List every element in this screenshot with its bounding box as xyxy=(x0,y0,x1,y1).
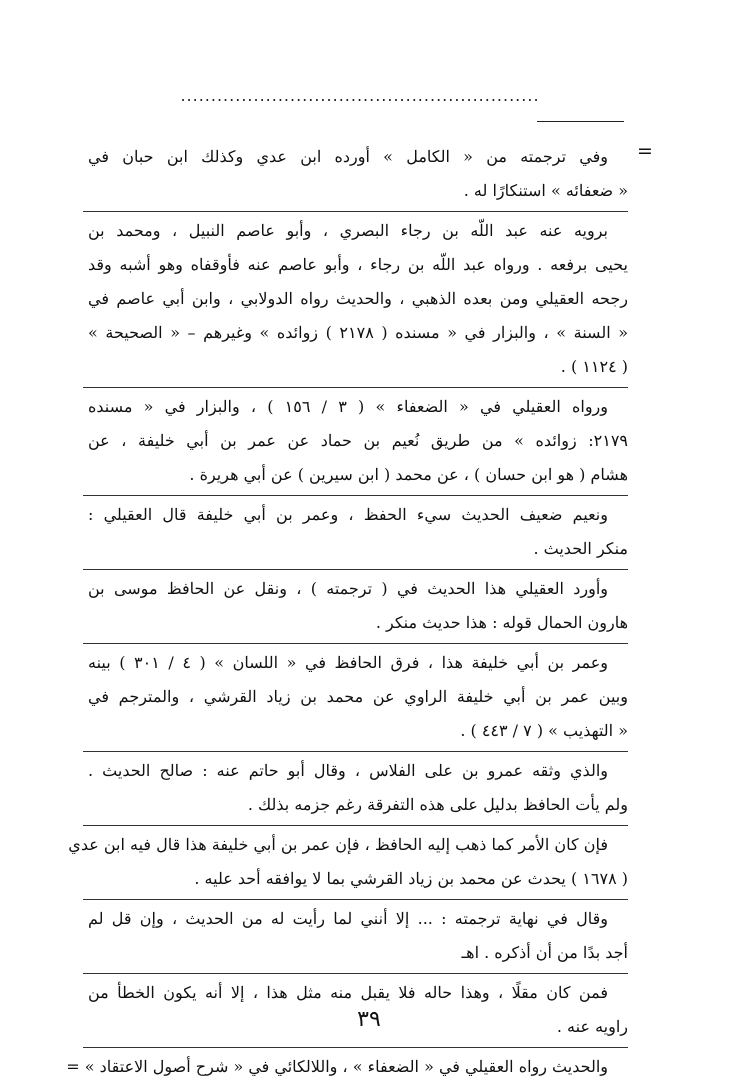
text-line: هارون الحمال قوله : هذا حديث منكر . xyxy=(375,613,628,632)
paragraph xyxy=(88,214,628,384)
paragraph-divider xyxy=(83,643,628,644)
paragraph xyxy=(88,754,628,822)
text-line: « التهذيب » ( ٧ / ٤٤٣ ) . xyxy=(460,721,628,740)
paragraph-divider xyxy=(83,973,628,974)
paragraph xyxy=(88,140,628,208)
paragraph xyxy=(88,902,628,970)
paragraph xyxy=(88,498,628,566)
text-line: وفي ترجمته من « الكامل » أورده ابن عدي وكذلك ابن حبان في xyxy=(88,147,608,166)
header-dotted-rule: ........................................................... xyxy=(180,86,540,105)
text-line: وقال في نهاية ترجمته : ... إلا أنني لما رأيت له من الحديث ، وإن قل لم xyxy=(88,909,608,928)
paragraph xyxy=(88,572,628,640)
paragraph-divider xyxy=(83,899,628,900)
text-line: فمن كان مقلًا ، وهذا حاله فلا يقبل منه مثل هذا ، إلا أنه يكون الخطأ من xyxy=(88,983,608,1002)
text-line: وأورد العقيلي هذا الحديث في ( ترجمته ) ، ونقل عن الحافظ موسى بن xyxy=(88,579,608,598)
paragraph xyxy=(88,646,628,748)
text-line: « السنة » ، والبزار في « مسنده ( ٢١٧٨ ) زوائده » وغيرهم – « الصحيحة » xyxy=(88,323,628,342)
text-line: برويه عنه عبد اللّه بن رجاء البصري ، وأبو عاصم النبيل ، ومحمد بن xyxy=(88,221,608,240)
text-line: ( ١١٢٤ ) . xyxy=(560,357,628,376)
text-line: فإن كان الأمر كما ذهب إليه الحافظ ، فإن عمر بن أبي خليفة هذا قال فيه ابن عدي xyxy=(68,835,608,854)
text-line: رجحه العقيلي ومن بعده الذهبي ، والحديث رواه الدولابي ، وابن أبي عاصم في xyxy=(88,289,628,308)
paragraph-divider xyxy=(83,751,628,752)
text-line: ولم يأت الحافظ بدليل على هذه التفرقة رغم جزمه بذلك . xyxy=(247,795,628,814)
paragraph-divider xyxy=(83,825,628,826)
footnote-body xyxy=(66,140,628,1087)
text-line: « ضعفائه » استنكارًا له . xyxy=(463,181,628,200)
paragraph-divider xyxy=(83,495,628,496)
text-line: ٢١٧٩: زوائده » من طريق نُعيم بن حماد عن عمر بن أبي خليفة ، عن xyxy=(88,431,628,450)
text-line: وبين عمر بن أبي خليفة الراوي عن محمد بن زياد القرشي ، والمترجم في xyxy=(88,687,628,706)
text-line: منكر الحديث . xyxy=(533,539,628,558)
text-line: هشام ( هو ابن حسان ) ، عن محمد ( ابن سيرين ) عن أبي هريرة . xyxy=(189,465,628,484)
paragraph-divider xyxy=(83,211,628,212)
text-line: والذي وثقه عمرو بن على الفلاس ، وقال أبو حاتم عنه : صالح الحديث . xyxy=(88,761,608,780)
text-line: أجد بدًا من أن أذكره . اهـ xyxy=(461,943,628,962)
paragraph xyxy=(66,1050,628,1084)
paragraph xyxy=(88,390,628,492)
text-line: ( ١٦٧٨ ) يحدث عن محمد بن زياد القرشي بما لا يوافقه أحد عليه . xyxy=(194,869,628,888)
paragraph-divider xyxy=(83,569,628,570)
continuation-mark: = xyxy=(637,140,653,162)
text-line: راويه عنه . xyxy=(556,1017,628,1036)
text-line: والحديث رواه العقيلي في « الضعفاء » ، واللالكائي في « شرح أصول الاعتقاد » = xyxy=(66,1057,608,1076)
text-line: يحيى برفعه . ورواه عبد اللّه بن رجاء ، وأبو عاصم عنه فأوقفاه وهو أشبه وقد xyxy=(88,255,628,274)
text-line: ورواه العقيلي في « الضعفاء » ( ٣ / ١٥٦ ) ، والبزار في « مسنده xyxy=(88,397,608,416)
paragraph xyxy=(68,828,628,896)
paragraph-divider xyxy=(83,387,628,388)
paragraph-divider xyxy=(83,1047,628,1048)
text-line: ونعيم ضعيف الحديث سيء الحفظ ، وعمر بن أبي خليفة قال العقيلي : xyxy=(88,505,608,524)
page-number: ٣٩ xyxy=(357,1007,381,1032)
text-line: وعمر بن أبي خليفة هذا ، فرق الحافظ في « اللسان » ( ٤ / ٣٠١ ) بينه xyxy=(88,653,609,672)
footnote-separator-rule xyxy=(537,121,624,122)
